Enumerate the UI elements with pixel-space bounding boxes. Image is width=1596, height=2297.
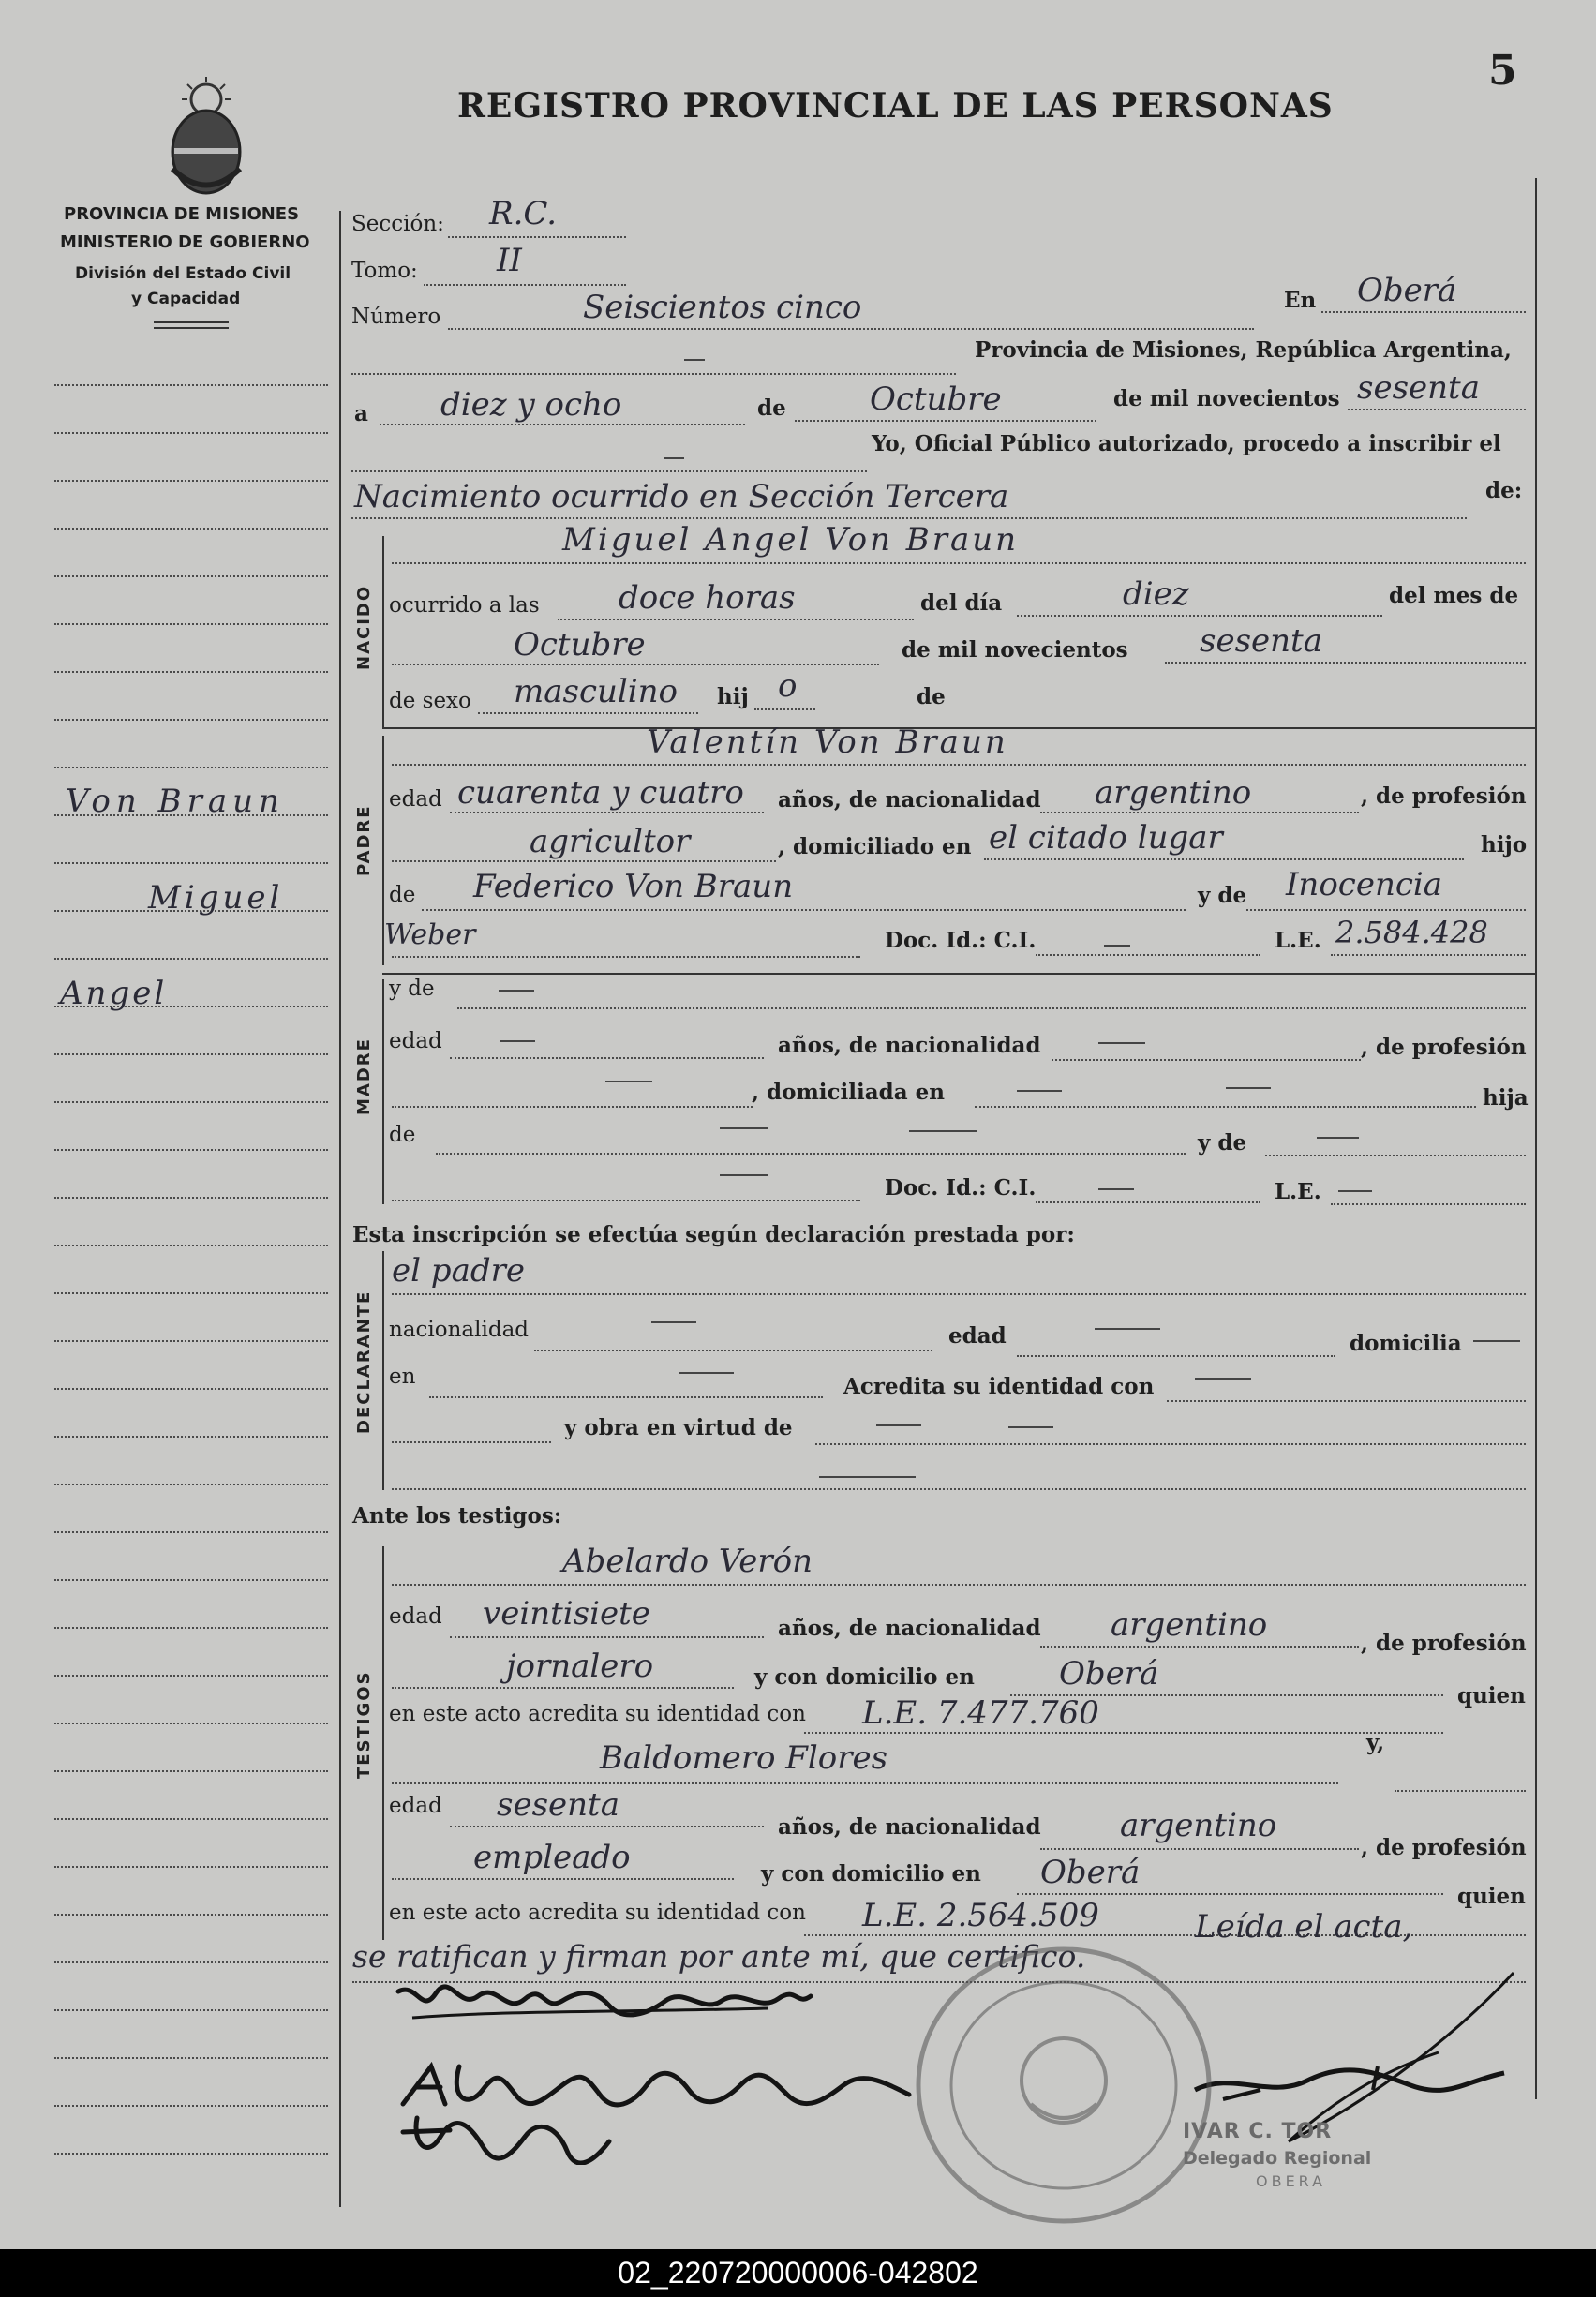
margin-line [54,432,328,434]
field-cierre2: se ratifican y firman por ante mí, que certifico. [352,1938,1086,1975]
field-cierre1: Leída el acta, [1195,1908,1413,1946]
margin-note-surname: Von Braun [66,783,285,820]
label-ante-testigos: Ante los testigos: [352,1503,562,1529]
field-abuela2: Weber [384,918,476,951]
field-anio-fecha: sesenta [1357,369,1480,407]
margin-line [54,575,328,577]
label-ocurrido: ocurrido a las [389,593,540,618]
margin-line [54,1053,328,1055]
label-edad-t2: edad [389,1794,442,1818]
signature-padre [394,1973,815,2029]
label-anos-nac-t1: años, de nacionalidad [778,1616,1041,1641]
field-abuela: Inocencia [1286,866,1443,903]
margin-line [54,958,328,960]
margin-line [54,2153,328,2155]
field-t2-nac: argentino [1120,1807,1277,1844]
field-t2-doc: L.E. 2.564.509 [862,1897,1099,1934]
label-quien-t2: quien [1457,1884,1526,1909]
label-esta-inscripcion: Esta inscripción se efectúa según declaración prestada por: [352,1222,1075,1247]
label-sexo: de sexo [389,689,471,713]
field-testigo1: Abelardo Verón [562,1543,813,1580]
margin-line [54,671,328,673]
margin-line [54,1914,328,1916]
label-prof-madre: , de profesión [1361,1035,1527,1060]
field-t1-nac: argentino [1111,1606,1268,1644]
side-label-padre: PADRE [354,804,374,876]
margin-line [54,1770,328,1772]
label-edad-t1: edad [389,1604,442,1629]
label-anos-nac-padre: años, de nacionalidad [778,787,1041,813]
field-tomo: II [497,242,522,279]
field-hij-suffix: o [778,667,798,705]
margin-line [54,528,328,530]
stamp-place: OBERA [1256,2172,1327,2190]
header-province: PROVINCIA DE MISIONES [64,204,300,224]
label-quien-t1: quien [1457,1683,1526,1708]
label-con-dom-t1: y con domicilio en [754,1664,975,1690]
margin-line [54,1579,328,1581]
field-t2-edad: sesenta [497,1786,619,1824]
margin-line [54,1484,328,1485]
label-y-de-madre2: y de [1198,1130,1247,1156]
label-y-de-madre: y de [389,977,435,1001]
field-testigo2: Baldomero Flores [600,1739,888,1777]
label-y-comma: y, [1366,1730,1385,1755]
margin-line [54,1723,328,1724]
label-domiciliada: , domiciliada en [752,1080,945,1105]
field-nacimiento: Nacimiento ocurrido en Sección Tercera [354,478,1009,515]
official-seal-icon [914,1945,1214,2226]
signature-baldomero [394,2113,637,2165]
margin-line [54,767,328,768]
label-de-fecha: de [757,395,786,421]
margin-line [54,1388,328,1390]
label-y-de: y de [1198,883,1247,908]
field-dia: diez [1123,575,1189,613]
label-de-colon: de: [1485,478,1523,503]
label-de-mil: de mil novecientos [1113,386,1340,411]
field-padre-prof: agricultor [530,823,691,860]
label-numero: Número [351,305,441,329]
field-padre-nac: argentino [1095,774,1252,812]
label-seccion: Sección: [351,212,444,236]
margin-line [54,623,328,625]
field-anio: sesenta [1200,622,1322,660]
stamp-official: IVAR C. TOR [1183,2120,1333,2143]
field-padre-le: 2.584.428 [1335,915,1488,950]
label-anos-nac-t2: años, de nacionalidad [778,1814,1041,1840]
field-horas: doce horas [619,579,796,617]
footer-code: 02_220720000006-042802 [0,2249,1596,2297]
label-doc-madre: Doc. Id.: C.I. [885,1175,1037,1201]
field-seccion: R.C. [489,195,558,232]
stamp-role: Delegado Regional [1183,2148,1372,2169]
label-hija: hija [1483,1085,1529,1111]
margin-note-name1: Miguel [148,879,284,917]
margin-line [54,1101,328,1103]
label-de-mil2: de mil novecientos [902,637,1128,663]
label-acredita: Acredita su identidad con [843,1374,1155,1399]
label-yo: Yo, Oficial Público autorizado, procedo a inscribir el [872,431,1501,456]
margin-line [54,1531,328,1533]
label-con-dom-t2: y con domicilio en [761,1861,981,1887]
margin-line [54,1245,328,1246]
field-abuelo: Federico Von Braun [473,868,794,905]
field-t2-prof: empleado [473,1839,631,1876]
margin-line [54,2009,328,2011]
label-hijo: hijo [1481,832,1528,858]
label-a: a [354,401,368,426]
field-t1-prof: jornalero [506,1648,654,1685]
side-label-madre: MADRE [354,1037,374,1115]
label-en: En [1284,288,1317,313]
side-label-declarante: DECLARANTE [354,1290,374,1434]
margin-line [54,862,328,864]
document-title: REGISTRO PROVINCIAL DE LAS PERSONAS [457,86,1334,126]
margin-note-name2: Angel [60,975,168,1012]
label-en-este-t2: en este acto acredita su identidad con [389,1901,806,1925]
field-t1-dom: Oberá [1059,1655,1159,1693]
margin-line [54,1866,328,1868]
label-anos-nac-madre: años, de nacionalidad [778,1033,1041,1058]
field-t1-edad: veintisiete [483,1595,650,1633]
margin-line [54,1340,328,1342]
label-prof-padre: , de profesión [1361,783,1527,809]
margin-line [54,480,328,482]
label-domiciliado: , domiciliado en [778,834,972,859]
header-ministry: MINISTERIO DE GOBIERNO [60,232,310,252]
label-le-padre: L.E. [1275,928,1321,953]
label-prof-t1: , de profesión [1361,1631,1527,1656]
header-capacidad: y Capacidad [131,290,241,308]
margin-line [54,1292,328,1294]
label-edad-dec: edad [948,1323,1007,1349]
field-nombre: Miguel Angel Von Braun [562,521,1020,559]
field-sexo: masculino [514,673,679,710]
margin-line [54,1675,328,1677]
label-en-este-t1: en este acto acredita su identidad con [389,1702,806,1726]
margin-line [54,2105,328,2107]
label-domicilia: domicilia [1350,1331,1462,1356]
margin-line [54,2057,328,2059]
label-de-abuelo: de [389,883,416,907]
label-edad-madre: edad [389,1029,442,1053]
label-del-mes: del mes de [1389,583,1519,608]
field-padre-nombre: Valentín Von Braun [647,723,1008,761]
label-provincia: Provincia de Misiones, República Argentina, [975,337,1512,363]
margin-line [54,1961,328,1963]
margin-line [54,1436,328,1438]
margin-line [54,719,328,721]
label-edad-padre: edad [389,787,442,812]
coat-of-arms-icon [159,75,253,201]
field-en: Oberá [1357,272,1457,309]
margin-line [54,1818,328,1820]
margin-line [54,384,328,386]
field-dia-fecha: diez y ocho [440,386,622,424]
label-de-sexo-de: de [917,684,946,709]
field-mes: Octubre [514,626,646,664]
field-padre-edad: cuarenta y cuatro [457,774,744,812]
page-number: 5 [1488,47,1517,95]
label-doc-padre: Doc. Id.: C.I. [885,928,1037,953]
label-obra: y obra en virtud de [564,1415,793,1440]
side-label-nacido: NACIDO [354,584,374,670]
label-tomo: Tomo: [351,259,418,283]
field-mes-fecha: Octubre [870,380,1002,418]
label-hij: hij [717,684,749,709]
margin-line [54,1627,328,1629]
label-prof-t2: , de profesión [1361,1835,1527,1860]
field-t1-doc: L.E. 7.477.760 [862,1694,1099,1732]
field-t2-dom: Oberá [1040,1854,1141,1891]
label-en-dec: en [389,1365,416,1389]
label-le-madre: L.E. [1275,1179,1321,1204]
label-del-dia: del día [920,590,1003,616]
header-division: División del Estado Civil [75,264,291,283]
field-numero: Seiscientos cinco [583,289,862,326]
margin-line [54,1197,328,1199]
label-de-madre: de [389,1123,416,1147]
label-nacionalidad-dec: nacionalidad [389,1318,530,1342]
field-padre-dom: el citado lugar [989,819,1223,857]
side-label-testigos: TESTIGOS [354,1670,374,1779]
field-declarante: el padre [392,1252,525,1290]
margin-line [54,1149,328,1151]
